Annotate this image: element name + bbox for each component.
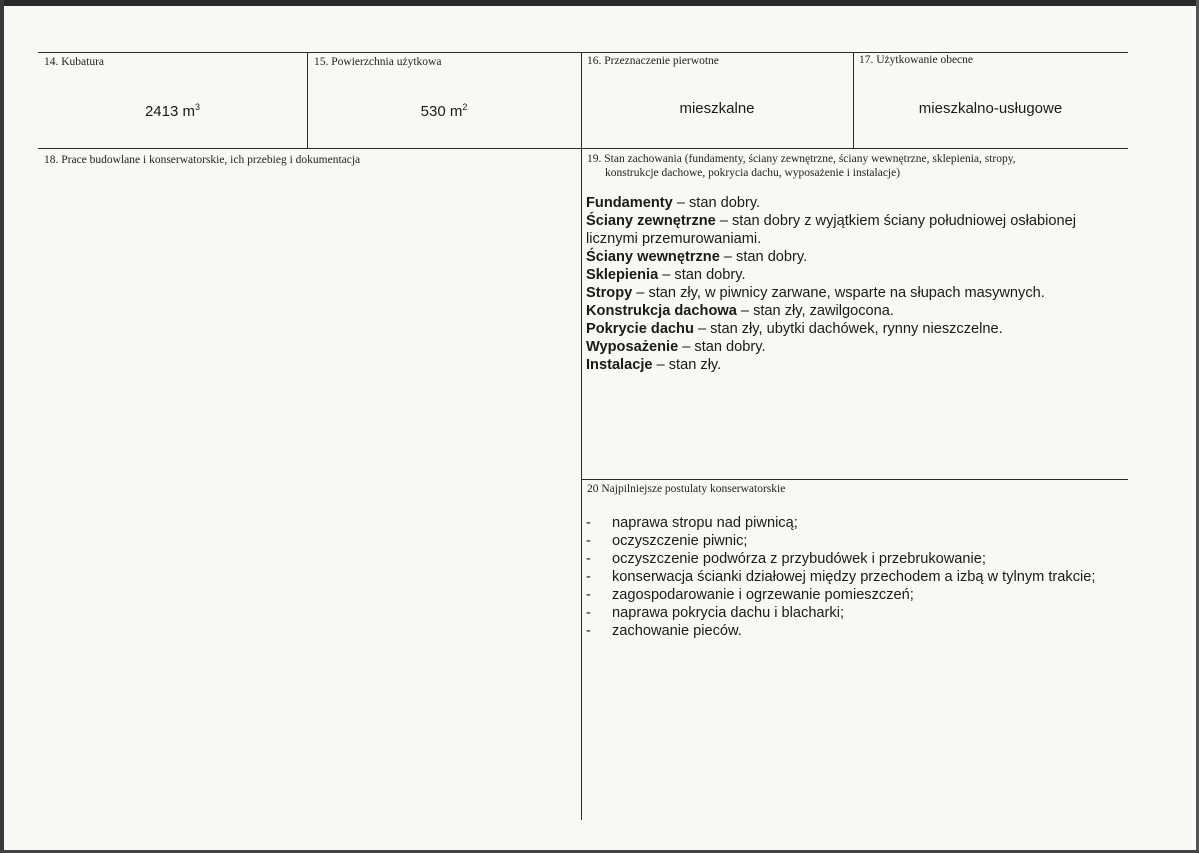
condition-text: – stan dobry.: [672, 195, 761, 211]
condition-list: [586, 194, 1131, 374]
postulates-list: [586, 514, 1126, 640]
condition-item-stropy: [586, 284, 1131, 302]
condition-item-pokrycie-dachu: [586, 320, 1131, 338]
list-item-text: konserwacja ścianki działowej między przechodem a izbą w tylnym trakcie;: [612, 569, 1096, 585]
section19-label-line2: konstrukcje dachowe, pokrycia dachu, wyposażenie i instalacje): [605, 167, 901, 179]
condition-item-sklepienia: [586, 266, 1131, 284]
condition-item-konstrukcja-dachowa: [586, 302, 1131, 320]
section20-top-border: [581, 479, 1128, 480]
list-dash: -: [586, 551, 591, 567]
list-item-text: naprawa stropu nad piwnicą;: [612, 515, 798, 531]
list-item: [586, 532, 1126, 550]
cell-15-label: 15. Powierzchnia użytkowa: [314, 56, 442, 68]
list-dash: -: [586, 605, 591, 621]
condition-item-sciany-zewnetrzne: [586, 212, 1131, 248]
condition-text: – stan zły.: [652, 357, 722, 373]
condition-text: – stan dobry.: [658, 267, 746, 283]
condition-term: Sklepienia: [586, 267, 659, 283]
condition-item-instalacje: [586, 356, 1131, 374]
list-item-text: oczyszczenie podwórza z przybudówek i przebrukowanie;: [612, 551, 986, 567]
cell-16-value-text: mieszkalne: [679, 100, 755, 117]
list-item-text: naprawa pokrycia dachu i blacharki;: [612, 605, 845, 621]
cell-14-label: 14. Kubatura: [44, 56, 105, 68]
cell-17-value-text: mieszkalno-usługowe: [918, 100, 1063, 117]
condition-text: – stan zły, w piwnicy zarwane, wsparte na słupach masywnych.: [632, 285, 1045, 301]
cell-16-label: 16. Przeznaczenie pierwotne: [587, 55, 719, 67]
top-row-bottom-border: [38, 148, 1128, 149]
list-dash: -: [586, 587, 591, 603]
condition-item-sciany-wewnetrzne: [586, 248, 1131, 266]
list-item: [586, 568, 1126, 586]
list-item: [586, 550, 1126, 568]
cell-14-value-text: 2413 m: [144, 103, 196, 120]
list-item: [586, 586, 1126, 604]
list-item: [586, 622, 1126, 640]
cell-15-value-text: 530 m: [420, 103, 463, 120]
cell-17-label: 17. Użytkowanie obecne: [859, 54, 974, 66]
condition-text: – stan dobry.: [678, 339, 766, 355]
cell-15-value-sup: 2: [462, 102, 468, 112]
list-item-text: zagospodarowanie i ogrzewanie pomieszczeń;: [612, 587, 914, 603]
condition-item-fundamenty: [586, 194, 1131, 212]
list-dash: -: [586, 533, 591, 549]
cell-17-value: [853, 100, 1128, 117]
list-dash: -: [586, 569, 591, 585]
cell-15-value: [307, 103, 581, 120]
scan-border-left: [0, 0, 4, 853]
condition-term: Ściany wewnętrzne: [586, 249, 720, 265]
condition-term: Fundamenty: [586, 195, 673, 211]
section18-label: 18. Prace budowlane i konserwatorskie, ich przebieg i dokumentacja: [44, 154, 361, 166]
list-item: [586, 604, 1126, 622]
condition-term: Konstrukcja dachowa: [586, 303, 737, 319]
list-dash: -: [586, 515, 591, 531]
condition-term: Instalacje: [586, 357, 653, 373]
condition-term: Stropy: [586, 285, 633, 301]
list-item-text: oczyszczenie piwnic;: [612, 533, 748, 549]
list-item: [586, 514, 1126, 532]
list-dash: -: [586, 623, 591, 639]
condition-term: Wyposażenie: [586, 339, 679, 355]
section19-label-line1: 19. Stan zachowania (fundamenty, ściany zewnętrzne, ściany wewnętrzne, sklepienia, stropy,: [587, 153, 1016, 165]
divider-main: [581, 52, 582, 820]
condition-item-wyposazenie: [586, 338, 1131, 356]
condition-term: Ściany zewnętrzne: [586, 213, 716, 229]
condition-text: – stan zły, ubytki dachówek, rynny nieszczelne.: [693, 321, 1003, 337]
cell-14-value-sup: 3: [195, 102, 201, 112]
list-item-text: zachowanie pieców.: [612, 623, 742, 639]
scan-border-top: [0, 0, 1199, 6]
divider-14-15: [307, 52, 308, 148]
cell-14-value: [38, 103, 307, 120]
condition-text: – stan dobry z wyjątkiem ściany południowej osłabionej licznymi przemurowaniami.: [586, 213, 1076, 247]
section20-label: 20 Najpilniejsze postulaty konserwatorskie: [587, 483, 786, 495]
condition-text: – stan dobry.: [719, 249, 808, 265]
condition-term: Pokrycie dachu: [586, 321, 694, 337]
cell-16-value: [581, 100, 853, 117]
condition-text: – stan zły, zawilgocona.: [736, 303, 894, 319]
